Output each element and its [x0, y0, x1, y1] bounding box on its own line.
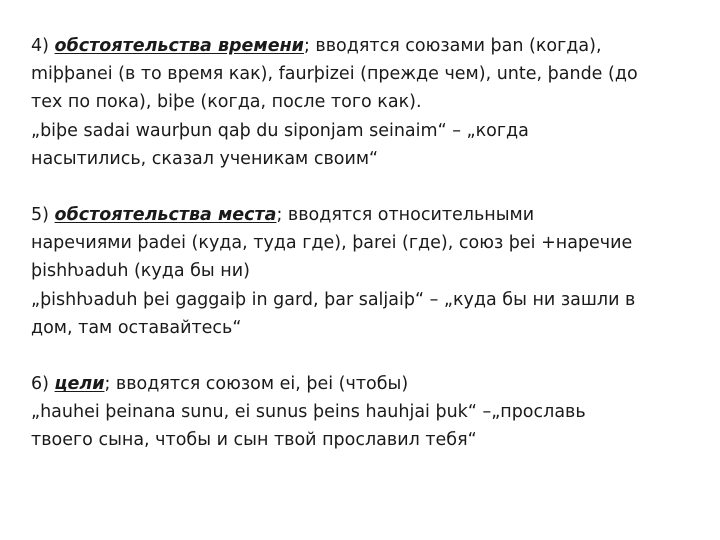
- section-term: цели: [54, 374, 105, 395]
- section-number: 6): [31, 374, 49, 395]
- section-heading-line: [31, 201, 691, 229]
- example-line: „hauhei þeinana sunu, ei sunus þeins hauhjai þuk“ –„прославь: [31, 402, 586, 423]
- section-term: обстоятельства времени: [54, 36, 304, 56]
- section-term: обстоятельства места: [54, 205, 277, 226]
- section-intro: ; вводятся относительными: [276, 205, 535, 226]
- slide-content: [31, 32, 691, 455]
- section-number: 4): [31, 36, 49, 56]
- section-number: 5): [31, 205, 49, 226]
- example-line: насытились, сказал ученикам своим“: [31, 148, 379, 169]
- paragraph-gap: [31, 342, 691, 370]
- example-line: „biþe sadai waurþun qaþ du siponjam seinaim“ – „когда: [31, 120, 529, 141]
- text-line: miþþanei (в то время как), faurþizei (прежде чем), unte, þande (до: [31, 64, 638, 85]
- text-line: þishƕaduh (куда бы ни): [31, 261, 250, 282]
- paragraph-gap: [31, 173, 691, 201]
- text-line: тех по пока), biþe (когда, после того как).: [31, 92, 422, 113]
- section-purpose: [31, 370, 691, 455]
- example-line: дом, там оставайтесь“: [31, 317, 242, 338]
- example-line: твоего сына, чтобы и сын твой прославил тебя“: [31, 430, 477, 451]
- text-line: наречиями þadei (куда, туда где), þarei (где), союз þei +наречие: [31, 233, 633, 254]
- section-intro: ; вводятся союзом ei, þei (чтобы): [104, 374, 409, 395]
- section-place: [31, 201, 691, 342]
- section-intro: ; вводятся союзами þan (когда),: [303, 36, 602, 56]
- example-line: „þishƕaduh þei gaggaiþ in gard, þar saljaiþ“ – „куда бы ни зашли в: [31, 289, 636, 310]
- section-heading-line: [31, 370, 691, 398]
- section-heading-line: [31, 32, 691, 60]
- section-time: [31, 32, 691, 173]
